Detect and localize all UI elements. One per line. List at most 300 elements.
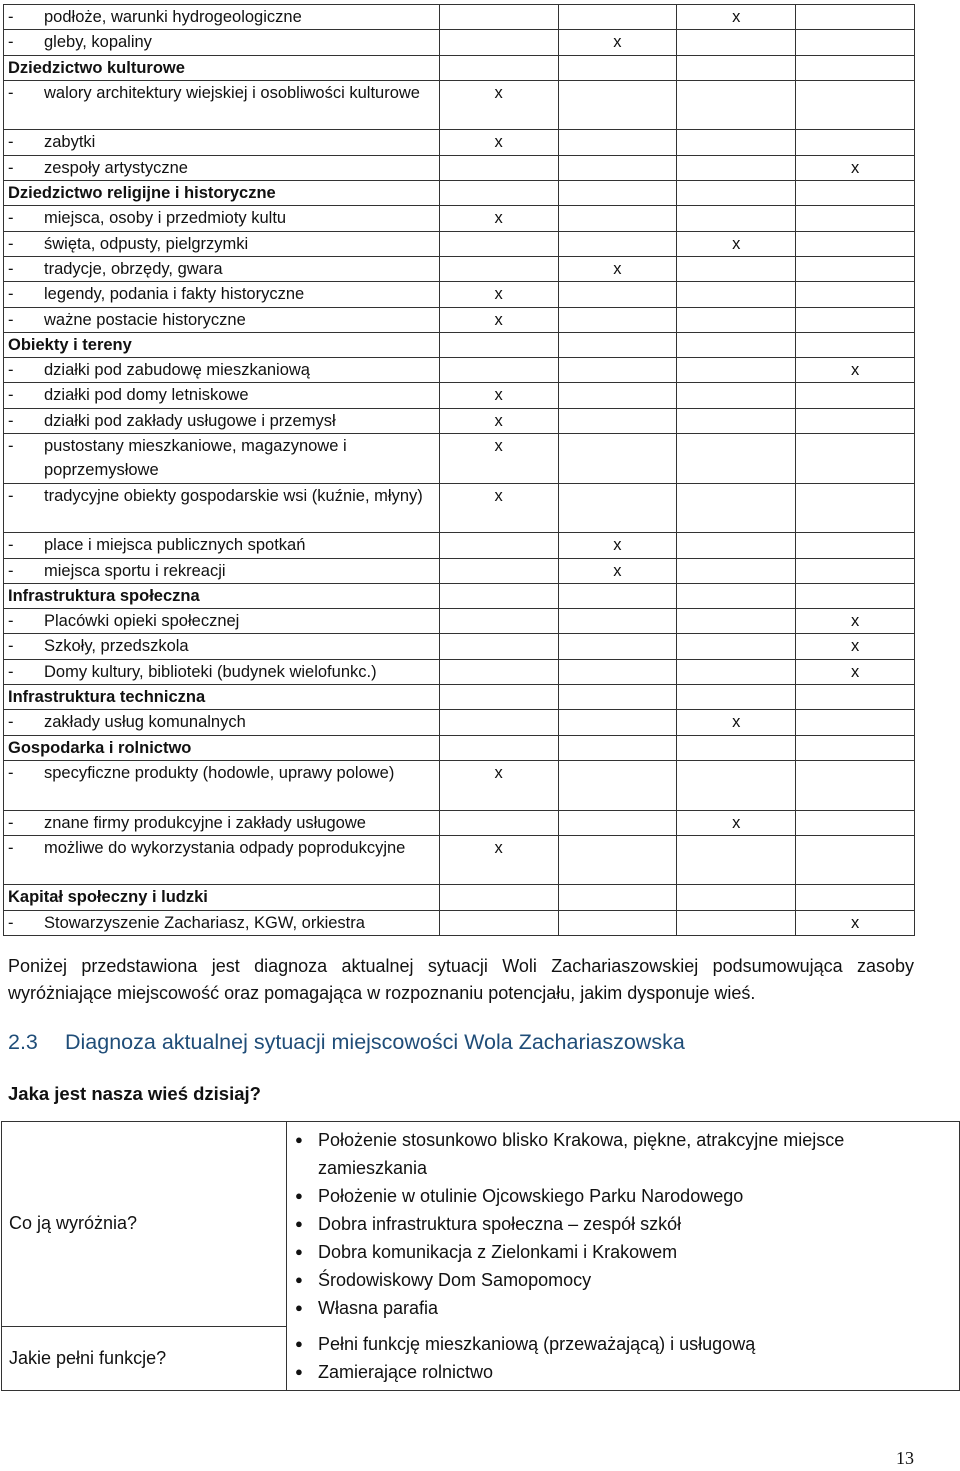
rating-cell-1 — [439, 256, 558, 281]
summary-paragraph: Poniżej przedstawiona jest diagnoza aktualnej sytuacji Woli Zachariaszowskiej podsumowująca zasoby wyróżniające miejscowość oraz pomagająca w rozpoznaniu potencjału, jakim dysponuje wieś. — [8, 956, 914, 1003]
item-dash: - — [8, 662, 14, 681]
page-number: 13 — [896, 1448, 914, 1468]
rating-cell-2 — [558, 55, 677, 80]
item-text: znane firmy produkcyjne i zakłady usługowe — [44, 813, 366, 832]
rating-mark: x — [613, 536, 622, 555]
item-cell — [4, 760, 440, 810]
item-label — [8, 761, 435, 785]
rating-cell-3 — [677, 181, 796, 206]
rating-cell-3 — [677, 30, 796, 55]
table-row — [4, 710, 915, 735]
rating-cell-4 — [796, 710, 915, 735]
rating-cell-3 — [677, 885, 796, 910]
rating-cell-3 — [677, 206, 796, 231]
item-dash: - — [8, 158, 14, 177]
diagnosis-question: Jakie pełni funkcje? — [2, 1326, 287, 1391]
rating-cell-1 — [439, 659, 558, 684]
rating-cell-2 — [558, 434, 677, 484]
category-label: Infrastruktura społeczna — [4, 583, 440, 608]
item-dash: - — [8, 83, 14, 102]
rating-cell-2 — [558, 583, 677, 608]
rating-cell-1 — [439, 282, 558, 307]
rating-cell-3 — [677, 685, 796, 710]
item-text: Stowarzyszenie Zachariasz, KGW, orkiestra — [44, 913, 365, 932]
item-cell — [4, 358, 440, 383]
rating-cell-1 — [439, 835, 558, 885]
rating-cell-2 — [558, 181, 677, 206]
table-row — [4, 533, 915, 558]
rating-cell-4 — [796, 5, 915, 30]
table-row — [4, 5, 915, 30]
item-text: zabytki — [44, 133, 96, 152]
rating-mark: x — [850, 637, 860, 656]
rating-cell-1 — [439, 80, 558, 130]
diagnosis-answers — [287, 1122, 960, 1327]
item-text: zakłady usług komunalnych — [44, 713, 246, 732]
item-label — [8, 609, 435, 633]
rating-cell-3 — [677, 307, 796, 332]
item-cell — [4, 434, 440, 484]
item-dash: - — [8, 713, 14, 732]
rating-cell-4 — [796, 735, 915, 760]
category-row — [4, 583, 915, 608]
rating-mark: x — [494, 386, 503, 405]
rating-cell-1 — [439, 910, 558, 935]
table-row — [4, 155, 915, 180]
rating-mark: x — [494, 838, 503, 857]
rating-mark: x — [494, 133, 503, 152]
category-label: Kapitał społeczny i ludzki — [4, 885, 440, 910]
diagnosis-table-body — [2, 1122, 960, 1391]
rating-cell-3 — [677, 256, 796, 281]
rating-cell-2 — [558, 835, 677, 885]
item-text: działki pod zabudowę mieszkaniową — [44, 361, 310, 380]
rating-cell-4 — [796, 332, 915, 357]
rating-cell-3 — [677, 634, 796, 659]
rating-cell-3 — [677, 558, 796, 583]
item-dash: - — [8, 813, 14, 832]
rating-cell-3 — [677, 5, 796, 30]
item-text: Domy kultury, biblioteki (budynek wielofunkc.) — [44, 662, 377, 681]
item-text: place i miejsca publicznych spotkań — [44, 536, 306, 555]
item-cell — [4, 231, 440, 256]
rating-cell-1 — [439, 206, 558, 231]
rating-cell-1 — [439, 130, 558, 155]
category-label: Dziedzictwo kulturowe — [4, 55, 440, 80]
item-label — [8, 232, 435, 256]
rating-cell-4 — [796, 307, 915, 332]
item-dash: - — [8, 913, 14, 932]
bullet-item: ● Dobra infrastruktura społeczna – zespół szkół — [287, 1210, 953, 1238]
rating-cell-1 — [439, 583, 558, 608]
rating-cell-4 — [796, 358, 915, 383]
item-cell — [4, 710, 440, 735]
rating-cell-4 — [796, 885, 915, 910]
table-row — [4, 383, 915, 408]
rating-cell-2 — [558, 256, 677, 281]
table-row — [4, 609, 915, 634]
rating-mark: x — [850, 612, 860, 631]
rating-cell-1 — [439, 307, 558, 332]
item-label — [8, 634, 435, 658]
rating-cell-2 — [558, 685, 677, 710]
item-dash: - — [8, 234, 14, 253]
item-label — [8, 30, 435, 54]
item-cell — [4, 256, 440, 281]
rating-cell-1 — [439, 810, 558, 835]
item-text: podłoże, warunki hydrogeologiczne — [44, 8, 302, 26]
rating-cell-2 — [558, 130, 677, 155]
rating-cell-4 — [796, 206, 915, 231]
table-row — [4, 282, 915, 307]
rating-cell-4 — [796, 30, 915, 55]
item-cell — [4, 634, 440, 659]
section-heading — [8, 1030, 685, 1055]
rating-cell-2 — [558, 558, 677, 583]
item-cell — [4, 533, 440, 558]
item-text: Szkoły, przedszkola — [44, 637, 189, 656]
item-dash: - — [8, 838, 14, 857]
category-label: Obiekty i tereny — [4, 332, 440, 357]
item-text: Placówki opieki społecznej — [44, 612, 240, 631]
item-dash: - — [8, 637, 14, 656]
item-text: działki pod domy letniskowe — [44, 386, 249, 405]
rating-cell-4 — [796, 130, 915, 155]
rating-cell-4 — [796, 383, 915, 408]
bullet-item: ● Położenie stosunkowo blisko Krakowa, piękne, atrakcyjne miejsce zamieszkania — [287, 1126, 953, 1182]
category-row — [4, 885, 915, 910]
category-label: Infrastruktura techniczna — [4, 685, 440, 710]
item-label — [8, 130, 435, 154]
item-dash: - — [8, 763, 14, 782]
rating-mark: x — [732, 8, 741, 26]
item-cell — [4, 558, 440, 583]
rating-mark: x — [494, 411, 503, 430]
item-label — [8, 257, 435, 281]
rating-mark: x — [494, 209, 503, 228]
category-row — [4, 332, 915, 357]
rating-mark: x — [850, 662, 860, 681]
section-number: 2.3 — [8, 1030, 38, 1054]
item-dash: - — [8, 310, 14, 329]
item-text: działki pod zakłady usługowe i przemysł — [44, 411, 336, 430]
item-label — [8, 484, 435, 508]
rating-cell-3 — [677, 483, 796, 533]
item-label — [8, 156, 435, 180]
item-label — [8, 559, 435, 583]
rating-cell-4 — [796, 181, 915, 206]
rating-cell-3 — [677, 231, 796, 256]
rating-cell-1 — [439, 760, 558, 810]
rating-mark: x — [494, 763, 503, 782]
rating-cell-2 — [558, 659, 677, 684]
rating-mark: x — [850, 913, 860, 932]
rating-cell-2 — [558, 735, 677, 760]
rating-cell-4 — [796, 810, 915, 835]
rating-cell-3 — [677, 583, 796, 608]
bullet-list — [287, 1126, 953, 1322]
rating-cell-4 — [796, 558, 915, 583]
rating-cell-1 — [439, 434, 558, 484]
item-cell — [4, 609, 440, 634]
rating-cell-2 — [558, 408, 677, 433]
item-label — [8, 206, 435, 230]
rating-cell-1 — [439, 533, 558, 558]
item-dash: - — [8, 285, 14, 304]
rating-mark: x — [850, 158, 860, 177]
category-row — [4, 735, 915, 760]
subheading: Jaka jest nasza wieś dzisiaj? — [8, 1083, 261, 1104]
rating-mark: x — [850, 361, 860, 380]
rating-cell-3 — [677, 735, 796, 760]
rating-cell-2 — [558, 358, 677, 383]
table-row — [4, 358, 915, 383]
rating-mark: x — [494, 83, 503, 102]
rating-cell-4 — [796, 659, 915, 684]
diagnosis-table — [1, 1121, 960, 1391]
rating-cell-2 — [558, 206, 677, 231]
item-text: możliwe do wykorzystania odpady poprodukcyjne — [44, 838, 406, 857]
table-row — [4, 80, 915, 130]
item-cell — [4, 130, 440, 155]
bullet-item: ● Własna parafia — [287, 1294, 953, 1322]
item-text: miejsca sportu i rekreacji — [44, 561, 226, 580]
item-dash: - — [8, 486, 14, 505]
item-label — [8, 911, 435, 935]
bullet-item: ● Pełni funkcję mieszkaniową (przeważającą) i usługową — [287, 1330, 953, 1358]
item-cell — [4, 206, 440, 231]
rating-cell-1 — [439, 483, 558, 533]
diagnosis-row — [2, 1122, 960, 1327]
assessment-table — [3, 4, 915, 936]
table-row — [4, 483, 915, 533]
section-title: Diagnoza aktualnej sytuacji miejscowości Wola Zachariaszowska — [65, 1030, 685, 1054]
item-dash: - — [8, 133, 14, 152]
item-dash: - — [8, 209, 14, 228]
table-row — [4, 910, 915, 935]
rating-cell-4 — [796, 55, 915, 80]
rating-cell-1 — [439, 5, 558, 30]
table-row — [4, 408, 915, 433]
rating-cell-1 — [439, 710, 558, 735]
item-cell — [4, 835, 440, 885]
item-cell — [4, 80, 440, 130]
rating-cell-3 — [677, 760, 796, 810]
rating-cell-2 — [558, 760, 677, 810]
rating-mark: x — [613, 561, 622, 580]
rating-cell-2 — [558, 533, 677, 558]
rating-cell-2 — [558, 231, 677, 256]
rating-cell-4 — [796, 408, 915, 433]
rating-cell-3 — [677, 659, 796, 684]
item-dash: - — [8, 612, 14, 631]
item-dash: - — [8, 536, 14, 555]
rating-mark: x — [613, 33, 622, 52]
rating-cell-3 — [677, 130, 796, 155]
table-row — [4, 659, 915, 684]
item-label — [8, 710, 435, 734]
rating-mark: x — [494, 486, 503, 505]
rating-cell-4 — [796, 231, 915, 256]
rating-cell-4 — [796, 155, 915, 180]
rating-cell-3 — [677, 910, 796, 935]
rating-cell-1 — [439, 685, 558, 710]
item-cell — [4, 155, 440, 180]
rating-cell-2 — [558, 609, 677, 634]
item-label — [8, 282, 435, 306]
rating-mark: x — [613, 259, 622, 278]
rating-cell-1 — [439, 358, 558, 383]
rating-cell-4 — [796, 256, 915, 281]
item-label — [8, 811, 435, 835]
item-label — [8, 308, 435, 332]
rating-cell-4 — [796, 760, 915, 810]
rating-cell-4 — [796, 634, 915, 659]
bullet-item: ● Dobra komunikacja z Zielonkami i Krakowem — [287, 1238, 953, 1266]
item-label — [8, 5, 435, 29]
category-row — [4, 181, 915, 206]
table-row — [4, 231, 915, 256]
rating-cell-4 — [796, 583, 915, 608]
rating-mark: x — [732, 713, 741, 732]
item-text: legendy, podania i fakty historyczne — [44, 285, 305, 304]
rating-cell-4 — [796, 80, 915, 130]
table-row — [4, 760, 915, 810]
rating-cell-1 — [439, 383, 558, 408]
item-dash: - — [8, 561, 14, 580]
rating-cell-1 — [439, 30, 558, 55]
rating-cell-4 — [796, 910, 915, 935]
rating-cell-3 — [677, 408, 796, 433]
category-label: Gospodarka i rolnictwo — [4, 735, 440, 760]
item-label — [8, 409, 435, 433]
rating-cell-3 — [677, 710, 796, 735]
item-dash: - — [8, 386, 14, 405]
item-text: pustostany mieszkaniowe, magazynowe i poprzemysłowe — [44, 437, 347, 480]
bullet-item: ● Położenie w otulinie Ojcowskiego Parku Narodowego — [287, 1182, 953, 1210]
rating-cell-1 — [439, 55, 558, 80]
item-cell — [4, 30, 440, 55]
rating-cell-1 — [439, 609, 558, 634]
rating-cell-3 — [677, 282, 796, 307]
rating-cell-1 — [439, 735, 558, 760]
bullet-list — [287, 1330, 953, 1386]
rating-cell-3 — [677, 533, 796, 558]
item-cell — [4, 408, 440, 433]
item-dash: - — [8, 259, 14, 278]
rating-cell-2 — [558, 634, 677, 659]
rating-cell-2 — [558, 155, 677, 180]
item-text: specyficzne produkty (hodowle, uprawy polowe) — [44, 763, 395, 782]
rating-cell-2 — [558, 332, 677, 357]
item-text: tradycyjne obiekty gospodarskie wsi (kuźnie, młyny) — [44, 486, 423, 505]
rating-cell-3 — [677, 835, 796, 885]
item-dash: - — [8, 33, 14, 52]
item-cell — [4, 307, 440, 332]
rating-cell-2 — [558, 710, 677, 735]
table-row — [4, 256, 915, 281]
rating-cell-3 — [677, 55, 796, 80]
rating-cell-1 — [439, 558, 558, 583]
item-text: gleby, kopaliny — [44, 33, 152, 52]
diagnosis-row — [2, 1326, 960, 1391]
rating-cell-2 — [558, 282, 677, 307]
table-row — [4, 30, 915, 55]
table-row — [4, 835, 915, 885]
table-row — [4, 558, 915, 583]
item-cell — [4, 282, 440, 307]
rating-cell-1 — [439, 231, 558, 256]
rating-cell-3 — [677, 609, 796, 634]
item-label — [8, 660, 435, 684]
rating-cell-4 — [796, 282, 915, 307]
rating-cell-4 — [796, 483, 915, 533]
item-text: zespoły artystyczne — [44, 158, 188, 177]
item-label — [8, 358, 435, 382]
rating-cell-4 — [796, 533, 915, 558]
rating-cell-3 — [677, 358, 796, 383]
rating-cell-3 — [677, 155, 796, 180]
item-label — [8, 533, 435, 557]
item-cell — [4, 910, 440, 935]
rating-mark: x — [494, 437, 503, 456]
rating-cell-2 — [558, 483, 677, 533]
rating-cell-4 — [796, 434, 915, 484]
table-row — [4, 434, 915, 484]
item-label — [8, 383, 435, 407]
table-row — [4, 130, 915, 155]
rating-cell-2 — [558, 910, 677, 935]
rating-cell-1 — [439, 408, 558, 433]
rating-cell-1 — [439, 634, 558, 659]
rating-cell-2 — [558, 80, 677, 130]
rating-cell-3 — [677, 810, 796, 835]
rating-cell-2 — [558, 810, 677, 835]
rating-cell-1 — [439, 885, 558, 910]
item-cell — [4, 810, 440, 835]
rating-cell-1 — [439, 155, 558, 180]
bullet-item: ● Zamierające rolnictwo — [287, 1358, 953, 1386]
category-row — [4, 55, 915, 80]
rating-mark: x — [732, 234, 741, 253]
bullet-item: ● Środowiskowy Dom Samopomocy — [287, 1266, 953, 1294]
item-text: tradycje, obrzędy, gwara — [44, 259, 223, 278]
item-text: ważne postacie historyczne — [44, 310, 246, 329]
rating-cell-3 — [677, 80, 796, 130]
item-label — [8, 836, 435, 860]
diagnosis-question: Co ją wyróżnia? — [2, 1122, 287, 1327]
item-dash: - — [8, 8, 14, 26]
item-cell — [4, 383, 440, 408]
rating-cell-2 — [558, 30, 677, 55]
assessment-table-body — [4, 5, 915, 936]
item-cell — [4, 659, 440, 684]
item-cell — [4, 483, 440, 533]
rating-cell-2 — [558, 307, 677, 332]
item-text: walory architektury wiejskiej i osobliwości kulturowe — [44, 83, 420, 102]
diagnosis-answers — [287, 1326, 960, 1391]
table-row — [4, 307, 915, 332]
rating-cell-2 — [558, 885, 677, 910]
rating-cell-4 — [796, 609, 915, 634]
rating-cell-1 — [439, 181, 558, 206]
category-label: Dziedzictwo religijne i historyczne — [4, 181, 440, 206]
table-row — [4, 810, 915, 835]
item-label — [8, 434, 435, 482]
item-cell — [4, 5, 440, 30]
rating-cell-4 — [796, 685, 915, 710]
rating-cell-2 — [558, 383, 677, 408]
